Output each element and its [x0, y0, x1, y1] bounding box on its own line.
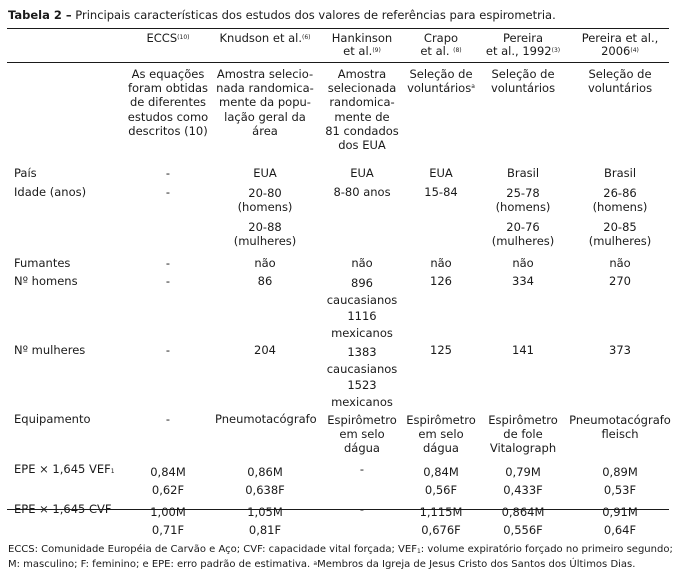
cell-homens-eccs: -: [165, 274, 171, 288]
cell-idade-crapo: 15-84: [424, 185, 458, 199]
cell-epe-cvf-pereira-1992: 0,864M 0,556F: [501, 505, 545, 537]
cell-idade-hankinson: 8-80 anos: [333, 185, 391, 199]
cell-homens-pereira-1992: 334: [512, 274, 534, 288]
row-label-epe-vef: EPE × 1,645 $VEF_1$: [14, 462, 115, 476]
cell-mulheres-pereira-2006: 373: [609, 343, 631, 357]
cell-mulheres-knudson: 204: [254, 343, 276, 357]
desc-pereira-2006: Seleção de voluntários: [587, 67, 653, 96]
cell-idade-pereira-2006: 26-86 (homens) 20-85 (mulheres): [588, 186, 652, 248]
cell-homens-pereira-2006: 270: [609, 274, 631, 288]
cell-pais-pereira-2006: Brasil: [603, 166, 637, 180]
desc-pereira-1992: Seleção de voluntários: [490, 67, 556, 96]
cell-equipamento-eccs: -: [165, 412, 171, 426]
cell-fumantes-pereira-2006: não: [609, 256, 631, 270]
cell-epe-vef-hankinson: -: [359, 462, 365, 476]
cell-fumantes-crapo: não: [430, 256, 452, 270]
cell-equipamento-hankinson: Espirômetro em selo dágua: [327, 413, 397, 455]
cell-homens-knudson: 86: [257, 274, 273, 288]
table-number: Tabela 2 –: [8, 8, 72, 22]
row-label-mulheres: Nº mulheres: [14, 343, 86, 357]
cell-epe-cvf-hankinson: -: [359, 502, 365, 516]
cell-fumantes-hankinson: não: [351, 256, 373, 270]
cell-epe-vef-crapo: 0,84M 0,56F: [423, 465, 459, 497]
cell-mulheres-eccs: -: [165, 343, 171, 357]
table-title: [8, 9, 556, 22]
cell-pais-crapo: EUA: [429, 166, 453, 180]
cell-fumantes-eccs: -: [165, 256, 171, 270]
cell-mulheres-crapo: 125: [430, 343, 452, 357]
footnote-line-2: M: masculino; F: feminino; e EPE: erro padrão de estimativa. $^a$Membros da Igreja de Jesus Cristo dos Santos dos Últimos Dias.: [8, 559, 636, 570]
row-label-homens: Nº homens: [14, 274, 78, 288]
row-label-idade: Idade (anos): [14, 185, 87, 199]
col-header-hankinson: Hankinson et al.$^{(9)}$: [331, 31, 393, 58]
cell-equipamento-pereira-2006: Pneumotacógrafo fleisch: [569, 413, 671, 441]
col-header-eccs: ECCS$^{(10)}$: [146, 31, 190, 45]
cell-mulheres-hankinson: 1383 caucasianos 1523 mexicanos: [326, 345, 398, 409]
col-header-pereira-1992: Pereira et al., 1992$^{(3)}$: [485, 31, 561, 58]
cell-equipamento-pereira-1992: Espirômetro de fole Vitalograph: [488, 413, 558, 455]
cell-homens-hankinson: 896 caucasianos 1116 mexicanos: [326, 276, 398, 340]
cell-pais-pereira-1992: Brasil: [506, 166, 540, 180]
top-rule: [7, 28, 669, 29]
cell-epe-vef-pereira-2006: 0,89M 0,53F: [602, 465, 638, 497]
cell-mulheres-pereira-1992: 141: [512, 343, 534, 357]
col-header-pereira-2006: Pereira et al., 2006$^{(4)}$: [581, 31, 659, 58]
cell-pais-knudson: EUA: [253, 166, 277, 180]
cell-pais-eccs: -: [165, 166, 171, 180]
col-header-knudson: Knudson et al.$^{(6)}$: [219, 31, 311, 45]
row-label-equipamento: Equipamento: [14, 412, 91, 426]
row-label-pais: País: [14, 166, 37, 180]
desc-eccs: As equações foram obtidas de diferentes estudos como descritos (10): [127, 67, 209, 138]
row-label-fumantes: Fumantes: [14, 256, 71, 270]
cell-epe-vef-knudson: 0,86M 0,638F: [245, 465, 285, 497]
cell-epe-cvf-crapo: 1,115M 0,676F: [419, 505, 463, 537]
col-header-crapo: Crapo et al. $^{(8)}$: [420, 31, 462, 58]
cell-idade-knudson: 20-80 (homens) 20-88 (mulheres): [233, 186, 297, 248]
cell-equipamento-crapo: Espirômetro em selo dágua: [406, 413, 476, 455]
cell-epe-cvf-pereira-2006: 0,91M 0,64F: [602, 505, 638, 537]
table-caption: Principais características dos estudos dos valores de referências para espirometria.: [71, 8, 556, 22]
cell-epe-cvf-knudson: 1,05M 0,81F: [247, 505, 283, 537]
desc-crapo: Seleção de voluntários$^a$: [407, 67, 475, 96]
cell-fumantes-pereira-1992: não: [512, 256, 534, 270]
cell-idade-pereira-1992: 25-78 (homens) 20-76 (mulheres): [491, 186, 555, 248]
cell-fumantes-knudson: não: [254, 256, 276, 270]
desc-hankinson: Amostra selecionada randomica- mente de 81 condados dos EUA: [325, 67, 399, 153]
desc-knudson: Amostra selecio- nada randomica- mente da popu- lação geral da área: [216, 67, 314, 138]
cell-idade-eccs: -: [165, 185, 171, 199]
cell-equipamento-knudson: Pneumotacógrafo: [215, 412, 317, 426]
cell-epe-vef-eccs: 0,84M 0,62F: [150, 465, 186, 497]
header-rule: [7, 62, 669, 63]
cell-epe-cvf-eccs: 1,00M 0,71F: [150, 505, 186, 537]
cell-pais-hankinson: EUA: [350, 166, 374, 180]
cell-homens-crapo: 126: [430, 274, 452, 288]
row-label-epe-cvf: EPE × 1,645 CVF: [14, 502, 112, 516]
footnote-line-1: ECCS: Comunidade Européia de Carvão e Aço; CVF: capacidade vital forçada; $VEF_1$: volume expiratório forçado no primeiro segundo;: [8, 544, 673, 555]
cell-epe-vef-pereira-1992: 0,79M 0,433F: [503, 465, 543, 497]
